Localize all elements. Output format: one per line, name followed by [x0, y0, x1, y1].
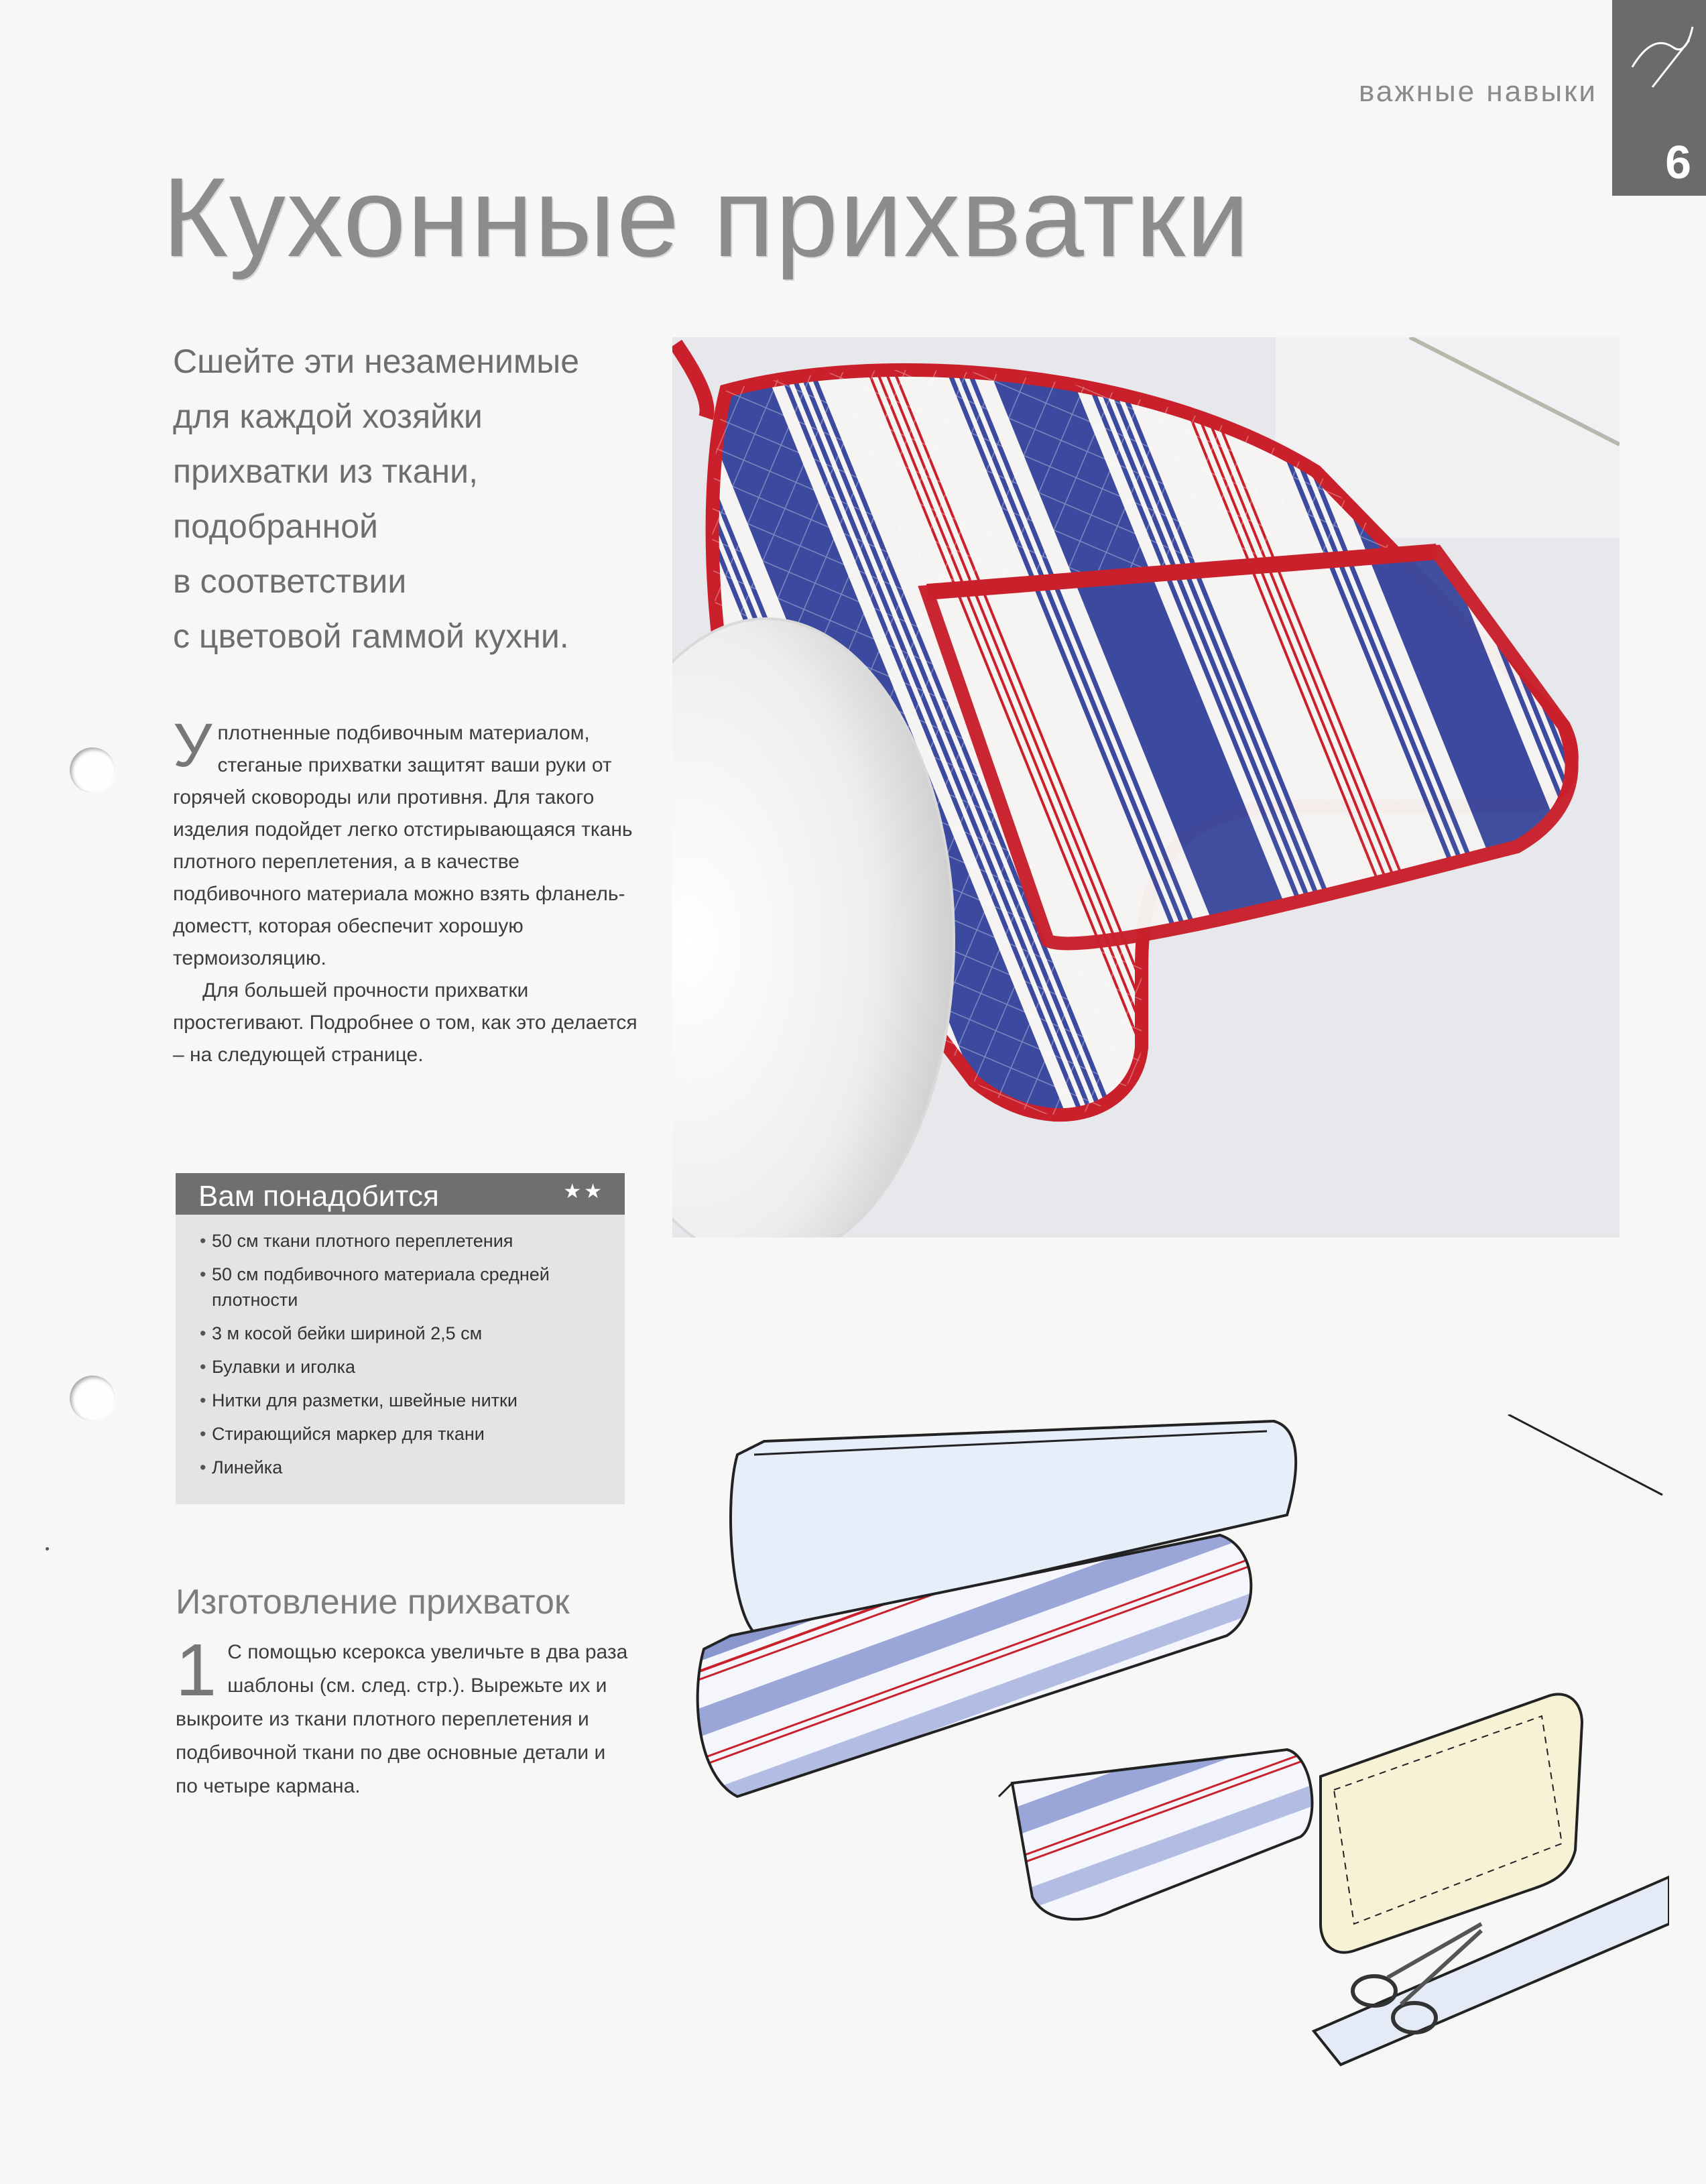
- intro-line: с цветовой гаммой кухни.: [173, 617, 569, 655]
- materials-item: • Стирающийся маркер для ткани: [200, 1421, 606, 1447]
- materials-box: [176, 1173, 625, 1504]
- needle-thread-icon: [1626, 20, 1699, 94]
- paragraph-1-text: плотненные подбивочным материалом, стеганые прихватки защитят ваши руки от горячей сковороды или противня. Для такого изделия подойдет легко отстирывающаяся ткань плотного переплетения, а в качестве подбивочного материала можно взять фланель-доместт, которая обеспечит хорошую термоизоляцию.: [173, 722, 633, 969]
- intro-line: подобранной: [173, 507, 378, 545]
- materials-item: • Нитки для разметки, швейные нитки: [200, 1388, 606, 1413]
- drop-cap: У: [173, 711, 212, 780]
- body-text: [173, 711, 642, 1071]
- materials-list: [176, 1215, 625, 1480]
- speck: [46, 1547, 49, 1551]
- materials-item: • 3 м косой бейки шириной 2,5 см: [200, 1321, 606, 1346]
- section-tag: важные навыки: [1358, 75, 1597, 108]
- materials-item: • 50 см подбивочного материала средней плотности: [200, 1262, 606, 1313]
- paragraph-2: Для большей прочности прихватки простегивают. Подробнее о том, как это делается – на следующей странице.: [173, 979, 637, 1066]
- chapter-number: 6: [1665, 136, 1691, 188]
- intro-line: прихватки из ткани,: [173, 452, 478, 490]
- materials-item: • Линейка: [200, 1455, 606, 1480]
- intro-line: для каждой хозяйки: [173, 398, 483, 435]
- step-number: 1: [176, 1629, 217, 1711]
- step-text: С помощью ксерокса увеличьте в два раза шаблоны (см. след. стр.). Вырежьте их и выкроите из ткани плотного переплетения и подбивочной ткани по две основные детали и по четыре кармана.: [176, 1641, 628, 1797]
- binder-hole-bottom: [70, 1376, 115, 1421]
- oven-mitt-photo: [672, 337, 1620, 1237]
- intro-line: в соответствии: [173, 562, 407, 600]
- materials-header: [176, 1173, 625, 1215]
- materials-title: Вам понадобится: [198, 1180, 439, 1213]
- section-heading: Изготовление прихваток: [176, 1583, 570, 1622]
- page-title: Кухонные прихватки: [162, 154, 1251, 280]
- paragraph-1: [173, 711, 642, 975]
- materials-item: • 50 см ткани плотного переплетения: [200, 1228, 606, 1254]
- chapter-tab: [1612, 0, 1706, 196]
- intro-text: [173, 334, 656, 664]
- intro-line: Сшейте эти незаменимые: [173, 343, 580, 380]
- cutting-illustration: [684, 1414, 1669, 2098]
- materials-item: • Булавки и иголка: [200, 1354, 606, 1380]
- difficulty-stars: ★★: [563, 1180, 605, 1203]
- binder-hole-top: [70, 747, 115, 793]
- step-1: [176, 1629, 631, 1803]
